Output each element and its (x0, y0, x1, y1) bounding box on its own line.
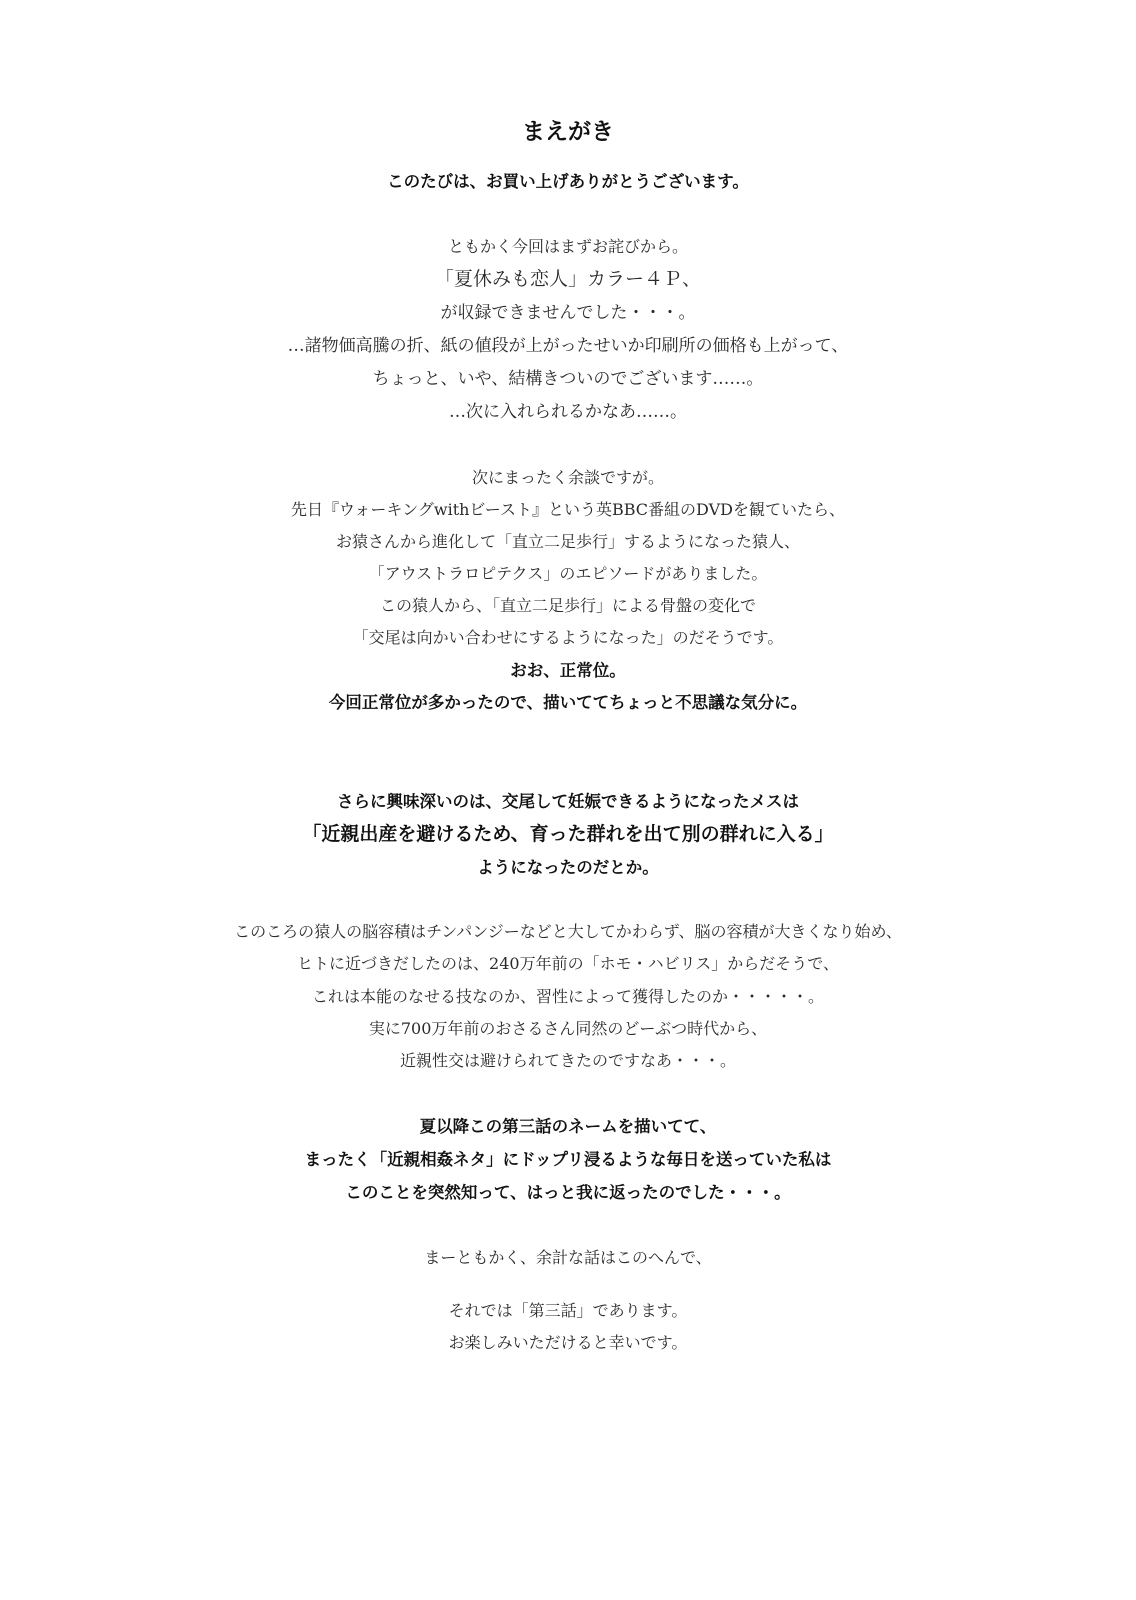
apology-line: 「夏休みも恋人」カラー４Ｐ、 (434, 268, 701, 290)
apology-line: ちょっと、いや、結構きついのでございます……。 (372, 369, 764, 389)
brain-line: 実に700万年前のおさるさん同然のどーぶつ時代から、 (368, 1019, 768, 1038)
digression-line: この猿人から、「直立二足歩行」による骨盤の変化で (379, 596, 756, 615)
emphasis-line: おお、正常位。 (510, 661, 626, 680)
brain-line: このころの猿人の脳容積はチンパンジーなどと大してかわらず、脳の容積が大きくなり始め、 (234, 922, 902, 941)
digression-line: 先日『ウォーキングwithビースト』という英BBC番組のDVDを観ていたら、 (291, 500, 845, 519)
apology-line: ともかく今回はまずお詫びから。 (447, 237, 688, 256)
brain-line: ヒトに近づきだしたのは、240万年前の「ホモ・ハビリス」からだそうで、 (297, 954, 839, 973)
page-title: まえがき (522, 119, 614, 145)
digression-line: 「交尾は向かい合わせにするようになった」のだそうです。 (352, 628, 784, 647)
apology-line: が収録できませんでした・・・。 (440, 303, 696, 323)
closing-line: それでは「第三話」であります。 (448, 1301, 688, 1320)
brain-line: これは本能のなせる技なのか、習性によって獲得したのか・・・・・。 (311, 987, 824, 1006)
interesting-quote: 「近親出産を避けるため、育った群れを出て別の群れに入る」 (302, 823, 834, 845)
interesting-line: さらに興味深いのは、交尾して妊娠できるようになったメスは (337, 792, 799, 811)
greeting-line: このたびは、お買い上げありがとうございます。 (387, 172, 749, 191)
brain-line: 近親性交は避けられてきたのですなあ・・・。 (399, 1051, 736, 1070)
summer-line: このことを突然知って、はっと我に返ったのでした・・・。 (345, 1183, 791, 1202)
closing-line: まーともかく、余計な話はこのへんで、 (424, 1248, 712, 1267)
apology-line: …諸物価高騰の折、紙の値段が上がったせいか印刷所の価格も上がって、 (287, 336, 849, 356)
interesting-line: ようになったのだとか。 (477, 858, 659, 877)
digression-line: お猿さんから進化して「直立二足歩行」するようになった猿人、 (335, 532, 800, 551)
summer-line: 夏以降この第三話のネームを描いてて、 (419, 1117, 717, 1136)
digression-line: 次にまったく余談ですが。 (471, 468, 664, 487)
apology-line: …次に入れられるかなあ……。 (449, 402, 687, 422)
closing-line: お楽しみいただけると幸いです。 (448, 1333, 688, 1352)
emphasis-line: 今回正常位が多かったので、描いててちょっと不思議な気分に。 (328, 693, 808, 712)
summer-line: まったく「近親相姦ネタ」にドップリ浸るような毎日を送っていた私は (304, 1150, 832, 1169)
digression-line: 「アウストラロピテクス」のエピソードがありました。 (368, 564, 768, 583)
